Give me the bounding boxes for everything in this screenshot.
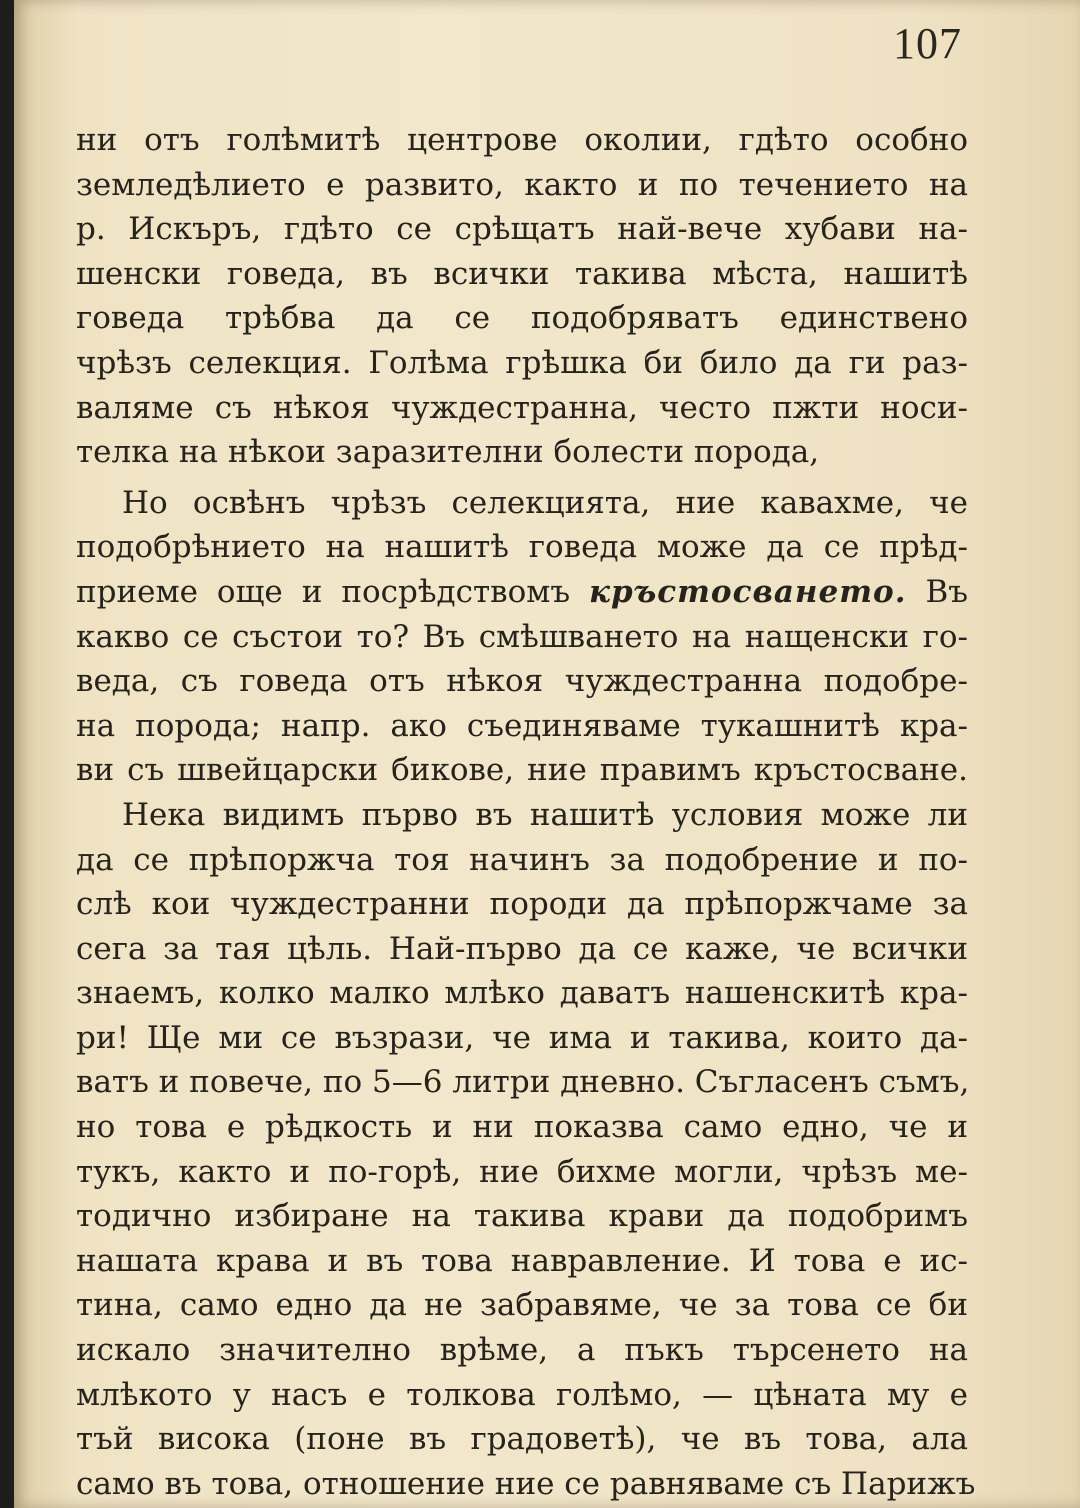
text-line: тина, само едно да не забравяме, че за това се би — [76, 1287, 968, 1324]
text-line: ни отъ голѣмитѣ центрове околии, гдѣто особно — [76, 122, 968, 158]
text-line: да се прѣпоржча тоя начинъ за подобрение и по- — [76, 841, 968, 878]
text-line: сега за тая цѣль. Най-първо да се каже, че всички — [76, 930, 968, 967]
text-line: млѣкото у насъ е толкова голѣмо, — цѣната му е — [76, 1376, 968, 1413]
text-line: шенски говеда, въ всички такива мѣста, нашитѣ — [76, 255, 968, 292]
paragraph-first-line: Но освѣнъ чрѣзъ селекцията, ние кавахме, че — [122, 484, 968, 521]
text-line: ви съ швейцарски бикове, ние правимъ кръстосване. — [76, 752, 968, 789]
paragraph-first-line: Нека видимъ първо въ нашитѣ условия може ли — [122, 796, 968, 833]
text-line: тодично избиране на такива крави да подобримъ — [76, 1198, 968, 1235]
text-line: говеда трѣбва да се подобряватъ единствено — [76, 300, 968, 337]
text-line: ватъ и повече, по 5—6 литри дневно. Съгласенъ съмъ, — [76, 1064, 970, 1101]
page-number: 107 — [893, 19, 962, 68]
text-line: знаемъ, колко малко млѣко даватъ нашенскитѣ кра- — [76, 975, 968, 1012]
text-line: земледѣлието е развито, както и по течението на — [76, 166, 968, 203]
text-line: какво се състои то? Въ смѣшването на нащенски го- — [76, 618, 968, 655]
text-segment: Въ — [925, 573, 968, 610]
text-line: тукъ, както и по-горѣ, ние бихме могли, чрѣзъ ме- — [76, 1153, 968, 1190]
text-line: подобрѣнието на нашитѣ говеда може да се прѣд- — [76, 529, 968, 566]
text-line: телка на нѣкои заразителни болести порода, — [76, 434, 820, 471]
body-text — [76, 118, 976, 1506]
text-segment: приеме още и посрѣдствомъ — [76, 573, 571, 610]
text-line: тъй висока (поне въ градоветѣ), че въ това, ала — [76, 1421, 968, 1458]
emphasized-term: кръстосването. — [589, 573, 907, 610]
text-line: валяме съ нѣкоя чуждестранна, често пжти носи- — [76, 389, 968, 426]
text-line: на порода; напр. ако съединяваме тукашнитѣ кра- — [76, 707, 968, 744]
book-page — [14, 0, 1080, 1508]
text-line-with-emphasis — [76, 570, 968, 615]
text-line: чрѣзъ селекция. Голѣма грѣшка би било да ги раз- — [76, 344, 968, 381]
text-line: веда, съ говеда отъ нѣкоя чуждестранна подобре- — [76, 663, 968, 700]
text-line: само въ това, отношение ние се равняваме съ Парижъ — [76, 1465, 976, 1502]
text-line: нашата крава и въ това навравление. И това е ис- — [76, 1242, 968, 1279]
text-line: р. Искъръ, гдѣто се срѣщатъ най-вече хубави на- — [76, 211, 968, 248]
text-line: ри! Ще ми се възрази, че има и такива, които да- — [76, 1019, 968, 1056]
text-line: искало значително врѣме, а пъкъ търсенето на — [76, 1332, 968, 1369]
text-line: слѣ кои чуждестранни породи да прѣпоржчаме за — [76, 886, 968, 923]
text-line: но това е рѣдкость и ни показва само едно, че и — [76, 1109, 968, 1146]
